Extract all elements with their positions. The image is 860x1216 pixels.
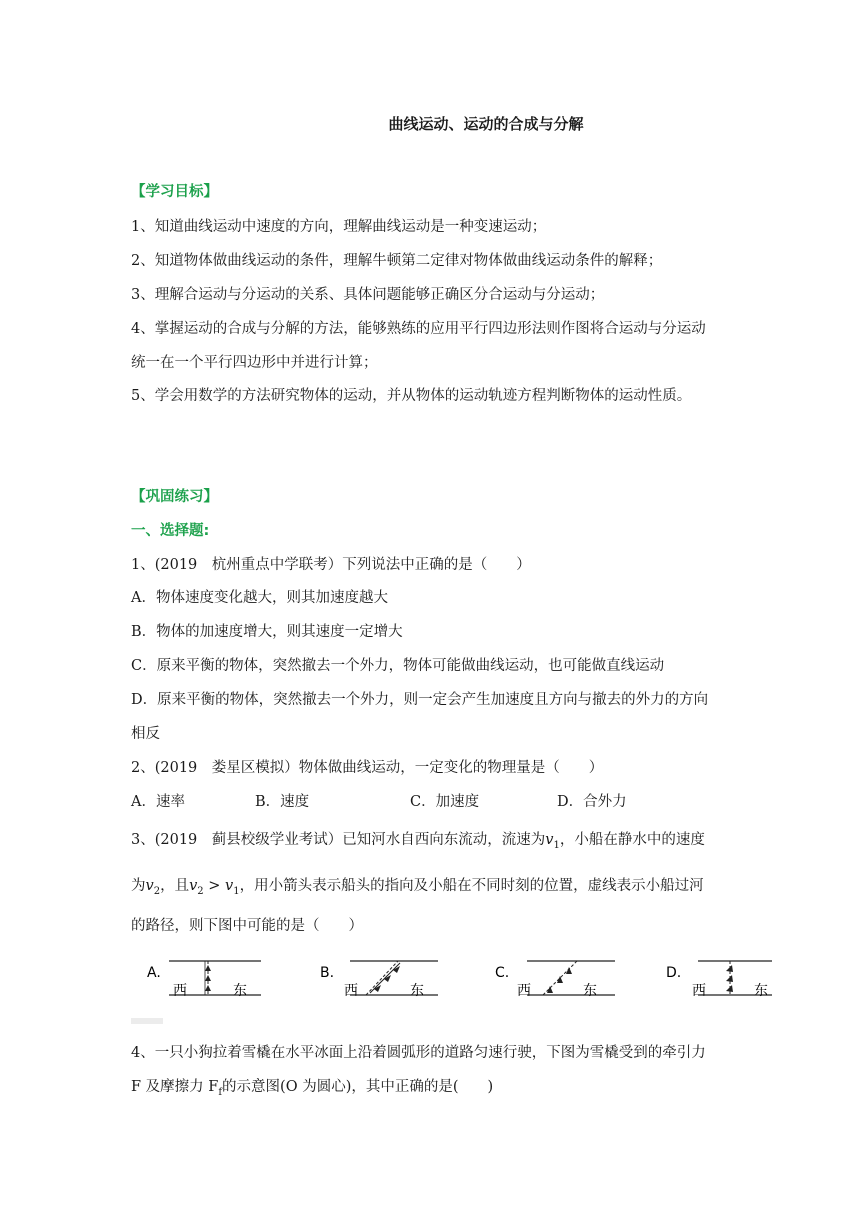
east-label: 东 (754, 983, 768, 999)
subscript: 2 (153, 885, 161, 897)
question-2-option-b: B．速度 (255, 794, 310, 810)
diagram-label: D. (666, 965, 682, 981)
goal-item: 2、知道物体做曲线运动的条件，理解牛顿第二定律对物体做曲线运动条件的解释； (131, 253, 663, 269)
subscript: 1 (553, 839, 560, 851)
east-label: 东 (410, 983, 424, 999)
symbol-v: v (145, 878, 154, 894)
west-label: 西 (173, 983, 187, 999)
river-diagram-a (135, 955, 275, 1001)
subscript: 2 (197, 885, 204, 897)
river-diagram-d (660, 955, 800, 1001)
question-2-stem: 2、(2019 娄星区模拟）物体做曲线运动，一定变化的物理量是（ ） (131, 760, 604, 776)
diagram-label: C. (495, 965, 510, 981)
question-3-line-3: 的路径，则下图中可能的是（ ） (131, 918, 363, 934)
west-label: 西 (692, 983, 706, 999)
divider-mark (131, 1018, 163, 1024)
question-1-option-b: B．物体的加速度增大，则其速度一定增大 (131, 624, 403, 640)
subscript: 1 (233, 885, 240, 897)
symbol-v: v (545, 832, 554, 848)
question-2-option-c: C．加速度 (410, 794, 480, 810)
question-2-option-d: D．合外力 (557, 794, 627, 810)
question-3-text: ，小船在静水中的速度 (559, 832, 705, 848)
goal-item: 统一在一个平行四边形中并进行计算； (131, 355, 378, 371)
subsection-heading-choice: 一、选择题: (131, 523, 210, 539)
river-diagram-b (310, 955, 450, 1001)
velocity-v1 (545, 832, 560, 851)
question-3-text: ，且 (160, 878, 190, 894)
inequality (189, 878, 240, 897)
diagram-label: B. (320, 965, 335, 981)
question-4-text: F 及摩擦力 F (131, 1079, 219, 1095)
question-3-text: 为 (131, 878, 146, 894)
subscript: f (218, 1086, 223, 1098)
goal-item: 4、掌握运动的合成与分解的方法，能够熟练的应用平行四边形法则作图将合运动与分运动 (131, 321, 706, 337)
east-label: 东 (233, 983, 247, 999)
page-title: 曲线运动、运动的合成与分解 (388, 115, 584, 133)
symbol-v: v (225, 878, 234, 894)
greater-than: > (203, 878, 226, 894)
question-1-option-d: D．原来平衡的物体，突然撤去一个外力，则一定会产生加速度且方向与撤去的外力的方向 (131, 692, 709, 708)
question-4-text: 的示意图(O 为圆心)，其中正确的是( ) (222, 1079, 494, 1095)
velocity-v2 (145, 878, 161, 897)
question-1-option-c: C．原来平衡的物体，突然撤去一个外力，物体可能做曲线运动，也可能做直线运动 (131, 658, 665, 674)
west-label: 西 (344, 983, 358, 999)
question-1-stem: 1、(2019 杭州重点中学联考）下列说法中正确的是（ ） (131, 557, 531, 573)
diagram-label: A. (147, 965, 161, 981)
east-label: 东 (583, 983, 597, 999)
river-diagram-c (487, 955, 627, 1001)
question-2-option-a: A．速率 (131, 794, 185, 810)
question-4-line-2 (131, 1075, 493, 1098)
goal-item: 1、知道曲线运动中速度的方向，理解曲线运动是一种变速运动； (131, 219, 547, 235)
question-3-text: ，用小箭头表示船头的指向及小船在不同时刻的位置，虚线表示小船过河 (239, 878, 704, 894)
west-label: 西 (517, 983, 531, 999)
goal-item: 3、理解合运动与分运动的关系、具体问题能够正确区分合运动与分运动； (131, 287, 605, 303)
section-heading-practice: 【巩固练习】 (131, 489, 218, 505)
question-3-line-2 (131, 874, 704, 897)
question-3-stem (131, 828, 705, 851)
question-4-stem: 4、一只小狗拉着雪橇在水平冰面上沿着圆弧形的道路匀速行驶，下图为雪橇受到的牵引力 (131, 1045, 706, 1061)
question-3-text: 3、(2019 蓟县校级学业考试）已知河水自西向东流动，流速为 (131, 832, 546, 848)
question-1-option-a: A．物体速度变化越大，则其加速度越大 (131, 590, 388, 606)
section-heading-goals: 【学习目标】 (131, 184, 218, 200)
question-1-option-d-cont: 相反 (131, 726, 160, 742)
goal-item: 5、学会用数学的方法研究物体的运动，并从物体的运动轨迹方程判断物体的运动性质。 (131, 388, 692, 404)
symbol-v: v (189, 878, 198, 894)
